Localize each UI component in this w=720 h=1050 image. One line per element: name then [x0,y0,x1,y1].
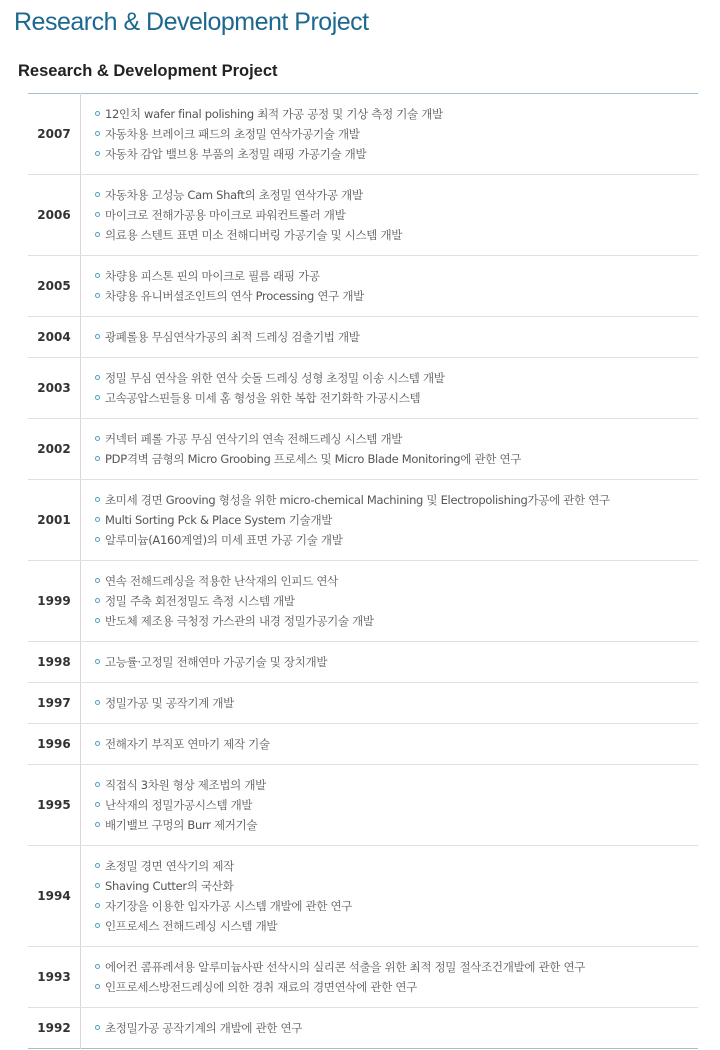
project-item: 자기장을 이용한 입자가공 시스템 개발에 관한 연구 [95,896,698,916]
timeline-items [81,419,699,480]
project-item: 12인치 wafer final polishing 최적 가공 공정 및 기상 측정 기술 개발 [95,104,698,124]
project-item: 초정밀 경면 연삭기의 제작 [95,856,698,876]
timeline-row [28,480,698,561]
project-item: 알루미늄(A160계열)의 미세 표면 가공 기술 개발 [95,530,698,550]
project-item: 고속공압스핀들용 미세 홈 형성을 위한 복합 전기화학 가공시스템 [95,388,698,408]
project-item: 차량용 피스톤 핀의 마이크로 필름 래핑 가공 [95,266,698,286]
timeline-items [81,846,699,947]
project-item: 반도체 제조용 극청정 가스관의 내경 정밀가공기술 개발 [95,611,698,631]
timeline-year: 2004 [28,317,81,358]
project-list [95,490,698,550]
timeline-year: 1994 [28,846,81,947]
timeline-year: 2006 [28,175,81,256]
timeline-year: 1997 [28,683,81,724]
timeline-row [28,724,698,765]
project-item: 초정밀가공 공작기계의 개발에 관한 연구 [95,1018,698,1038]
timeline-row [28,765,698,846]
project-list [95,571,698,631]
project-item: 전해자기 부직포 연마기 제작 기술 [95,734,698,754]
project-list [95,652,698,672]
project-item: 정밀가공 및 공작기계 개발 [95,693,698,713]
project-item: 의료용 스텐트 표면 미소 전해디버링 가공기술 및 시스템 개발 [95,225,698,245]
project-item: 차량용 유니버셜조인트의 연삭 Processing 연구 개발 [95,286,698,306]
timeline-row [28,94,698,175]
project-list [95,266,698,306]
timeline-items [81,561,699,642]
project-list [95,775,698,835]
timeline-items [81,1008,699,1049]
timeline-items [81,947,699,1008]
project-list [95,185,698,245]
timeline-year: 2001 [28,480,81,561]
project-item: 광폐롤용 무심연삭가공의 최적 드레싱 검출기법 개발 [95,327,698,347]
timeline-row [28,317,698,358]
project-list [95,429,698,469]
project-item: Shaving Cutter의 국산화 [95,876,698,896]
timeline-year: 2005 [28,256,81,317]
timeline-year: 2007 [28,94,81,175]
timeline-row [28,175,698,256]
timeline-row [28,683,698,724]
project-list [95,327,698,347]
timeline-body [28,94,698,1049]
project-list [95,1018,698,1038]
timeline-items [81,724,699,765]
timeline-row [28,642,698,683]
project-item: 자동차용 고성능 Cam Shaft의 초정밀 연삭가공 개발 [95,185,698,205]
timeline-year: 1995 [28,765,81,846]
timeline-row [28,256,698,317]
page-title: Research & Development Project [14,8,369,36]
project-item: PDP격벽 금형의 Micro Groobing 프로세스 및 Micro Blade Monitoring에 관한 연구 [95,449,698,469]
project-item: 초미세 경면 Grooving 형성을 위한 micro-chemical Machining 및 Electropolishing가공에 관한 연구 [95,490,698,510]
project-item: 고능률·고정밀 전해연마 가공기술 및 장치개발 [95,652,698,672]
timeline-row [28,419,698,480]
timeline-items [81,175,699,256]
timeline-row [28,358,698,419]
timeline-year: 1993 [28,947,81,1008]
timeline-table [28,93,698,1049]
project-item: 정밀 주축 회전정밀도 측정 시스템 개발 [95,591,698,611]
timeline-items [81,642,699,683]
project-item: 정밀 무심 연삭을 위한 연삭 숫돌 드레싱 성형 초정밀 이송 시스템 개발 [95,368,698,388]
project-list [95,104,698,164]
project-item: 직접식 3차원 형상 제조법의 개발 [95,775,698,795]
project-list [95,368,698,408]
timeline-year: 1999 [28,561,81,642]
project-item: 자동차 감압 밸브용 부품의 초정밀 래핑 가공기술 개발 [95,144,698,164]
section-title: Research & Development Project [18,62,278,80]
project-item: 에어컨 콤퓨레셔용 알루미늄사판 선삭시의 실리콘 석출을 위한 최적 정밀 절삭조건개발에 관한 연구 [95,957,698,977]
timeline-row [28,561,698,642]
timeline-items [81,256,699,317]
timeline-row [28,846,698,947]
timeline-items [81,94,699,175]
timeline-row [28,1008,698,1049]
project-item: 마이크로 전해가공용 마이크로 파워컨트롤러 개발 [95,205,698,225]
project-item: 인프로세스방전드레싱에 의한 경취 재료의 경면연삭에 관한 연구 [95,977,698,997]
timeline-row [28,947,698,1008]
timeline-items [81,683,699,724]
timeline-year: 1998 [28,642,81,683]
project-item: 인프로세스 전해드레싱 시스템 개발 [95,916,698,936]
project-list [95,957,698,997]
timeline-items [81,358,699,419]
project-item: 난삭재의 정밀가공시스템 개발 [95,795,698,815]
project-list [95,693,698,713]
timeline-items [81,317,699,358]
timeline-year: 2003 [28,358,81,419]
project-item: 연속 전해드레싱을 적용한 난삭재의 인피드 연삭 [95,571,698,591]
project-item: Multi Sorting Pck & Place System 기술개발 [95,510,698,530]
project-item: 배기밸브 구멍의 Burr 제거기술 [95,815,698,835]
timeline-items [81,765,699,846]
timeline-year: 2002 [28,419,81,480]
timeline-year: 1992 [28,1008,81,1049]
timeline-year: 1996 [28,724,81,765]
project-item: 자동차용 브레이크 패드의 초정밀 연삭가공기술 개발 [95,124,698,144]
project-list [95,856,698,936]
project-list [95,734,698,754]
timeline-items [81,480,699,561]
project-item: 커넥터 페롤 가공 무심 연삭기의 연속 전해드레싱 시스템 개발 [95,429,698,449]
